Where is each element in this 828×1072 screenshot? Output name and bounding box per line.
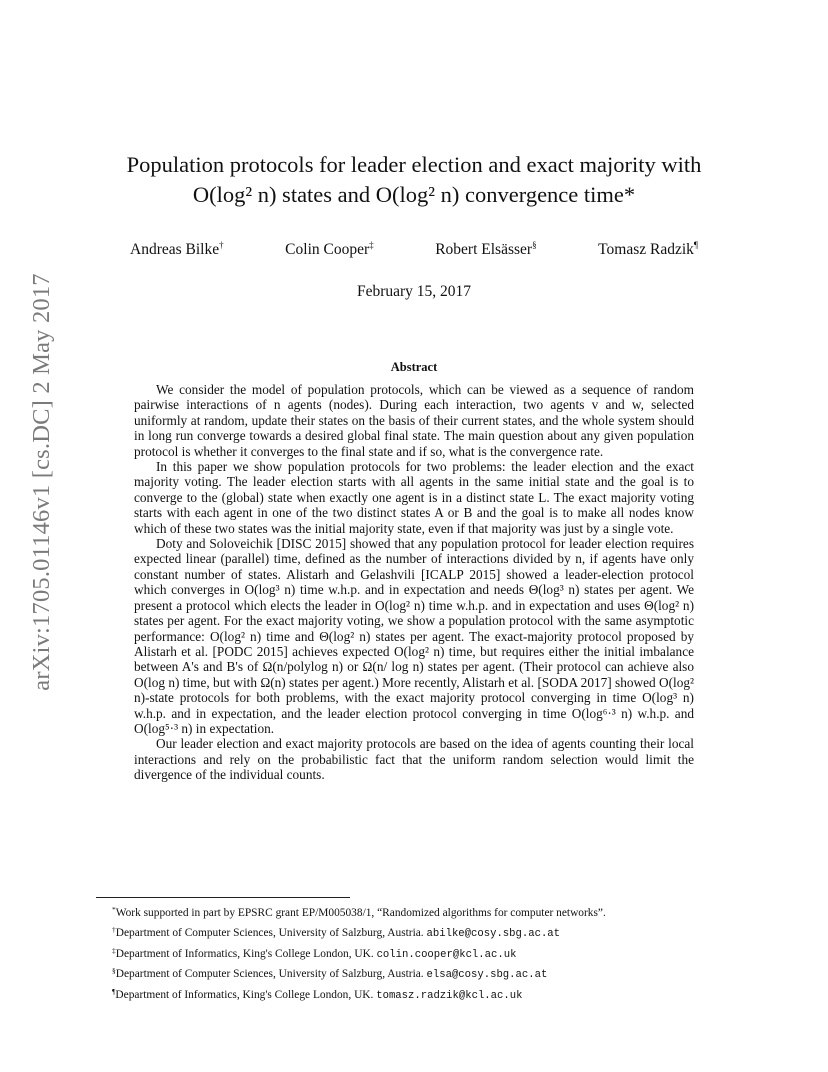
footnote-text: Department of Informatics, King's College London, UK. [115, 947, 377, 960]
footnote [112, 902, 732, 922]
email-link[interactable]: elsa@cosy.sbg.ac.at [426, 969, 548, 982]
footnote [112, 943, 732, 964]
footnote-mark: * [112, 905, 116, 914]
author-mark: § [532, 240, 537, 250]
author-name: Andreas Bilke [130, 241, 220, 258]
abstract-heading: Abstract [390, 360, 438, 374]
email-link[interactable]: colin.cooper@kcl.ac.uk [376, 948, 517, 961]
footnote-mark: ¶ [112, 987, 116, 997]
footnote-mark: ‡ [112, 945, 116, 955]
author-mark: ‡ [369, 240, 374, 250]
paper-title [100, 150, 728, 210]
author-mark: † [219, 240, 224, 250]
author-name: Colin Cooper [285, 241, 370, 258]
author [435, 240, 536, 259]
footnote-rule [96, 897, 350, 898]
footnote-text: Department of Computer Sciences, University of Salzburg, Austria. [115, 968, 427, 981]
author [598, 240, 698, 259]
author [285, 240, 373, 259]
abstract-paragraph: Our leader election and exact majority protocols are based on the idea of agents counting their local interactions and rely on the probabilistic fact that the uniform random selection would limit the divergence of the individual counts. [134, 736, 694, 783]
author [130, 240, 224, 259]
footnote-text: Work supported in part by EPSRC grant EP/M005038/1, “Randomized algorithms for computer networks”. [115, 907, 606, 919]
footnote [112, 963, 732, 984]
title-line-2: O(log² n) states and O(log² n) convergence time* [192, 182, 636, 207]
email-link[interactable]: abilke@cosy.sbg.ac.at [426, 927, 561, 940]
abstract-paragraph: We consider the model of population protocols, which can be viewed as a sequence of random pairwise interactions of n agents (nodes). During each interaction, two agents v and w, selected uniformly at random, update their states on the basis of their current states, and the whole system should in long run converge towards a desired global final state. The main question about any given population protocol is whether it converges to the final state and if so, what is the convergence rate. [134, 382, 694, 459]
email-link[interactable]: tomasz.radzik@kcl.ac.uk [376, 990, 523, 1003]
author-name: Tomasz Radzik [598, 241, 694, 258]
publication-date: February 15, 2017 [356, 283, 472, 300]
arxiv-sidebar [22, 273, 62, 691]
footnote-mark: † [112, 924, 116, 934]
title-line-1: Population protocols for leader election and exact majority with [126, 152, 702, 177]
footnote-text: Department of Computer Sciences, University of Salzburg, Austria. [115, 926, 427, 939]
abstract-paragraph: Doty and Soloveichik [DISC 2015] showed that any population protocol for leader election requires expected linear (parallel) time, defined as the number of interactions divided by n, if agents have only constant number of states. Alistarh and Gelashvili [ICALP 2015] showed a leader-election protocol which converges in O(log³ n) time w.h.p. and in expectation and needs Θ(log³ n) states per agent. We present a protocol which elects the leader in O(log² n) time w.h.p. and in expectation and uses Θ(log² n) states per agent. For the exact majority voting, we show a population protocol with the same asymptotic performance: O(log² n) time and Θ(log² n) states per agent. The exact-majority protocol proposed by Alistarh et al. [PODC 2015] achieves expected O(log² n) time, but requires either the initial imbalance between A's and B's of Ω(n/polylog n) or Ω(n/ log n) states per agent. (Their protocol can achieve also O(log n) time, but with Ω(n) states per agent.) More recently, Alistarh et al. [SODA 2017] showed O(log² n)-state protocols for both problems, with the exact majority protocol converging in time O(log³ n) w.h.p. and in expectation, and the leader election protocol converging in time O(log⁶·³ n) w.h.p. and O(log⁵·³ n) in expectation. [134, 536, 694, 736]
author-list [130, 240, 698, 259]
footnote-mark: § [112, 966, 116, 976]
arxiv-identifier: arXiv:1705.01146v1 [cs.DC] 2 May 2017 [28, 273, 55, 691]
abstract-paragraph: In this paper we show population protocols for two problems: the leader election and the exact majority voting. The leader election starts with all agents in the same initial state and the goal is to converge to the (global) state when exactly one agent is in a distinct state L. The exact majority voting starts with each agent in one of the two distinct states A or B and the goal is to make all nodes know which of these two states was the initial majority state, even if that majority was just by a single vote. [134, 459, 694, 536]
footnote-text: Department of Informatics, King's College London, UK. [115, 989, 377, 1002]
footnote [112, 922, 732, 943]
footnote [112, 984, 732, 1005]
abstract-body [134, 382, 694, 783]
author-name: Robert Elsässer [435, 241, 533, 258]
author-mark: ¶ [693, 240, 698, 250]
footnotes [112, 902, 732, 1005]
